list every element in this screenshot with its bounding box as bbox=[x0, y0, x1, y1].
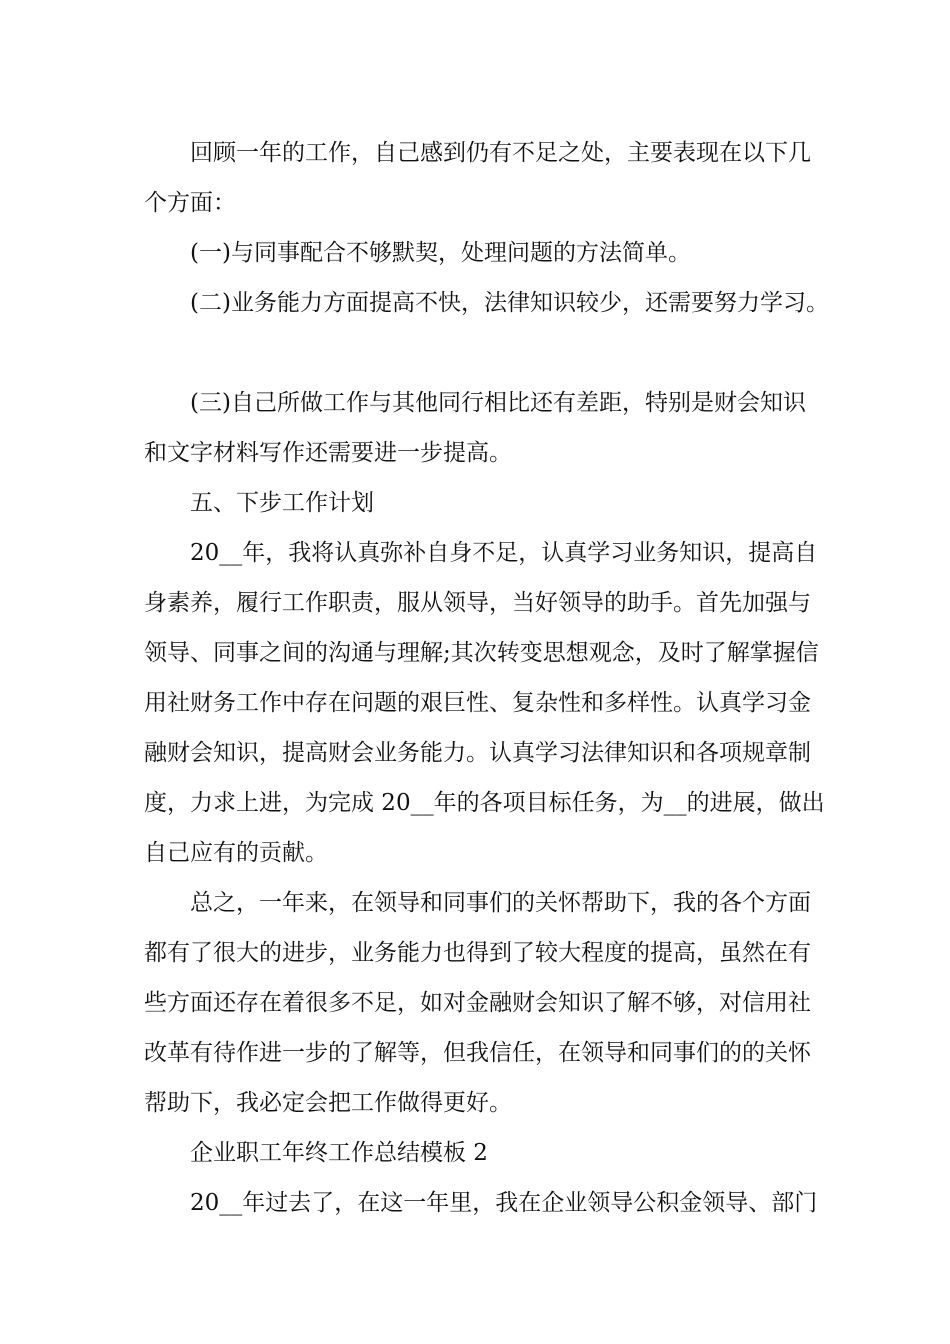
text-line: 身素养，履行工作职责，服从领导，当好领导的助手。首先加强与 bbox=[144, 590, 811, 616]
text-line: 企业职工年终工作总结模板 2 bbox=[190, 1140, 488, 1166]
text-line: 回顾一年的工作，自己感到仍有不足之处，主要表现在以下几 bbox=[190, 140, 811, 166]
text-line: 用社财务工作中存在问题的艰巨性、复杂性和多样性。认真学习金 bbox=[144, 690, 811, 716]
text-line: 度，力求上进，为完成 20__年的各项目标任务，为__的进展，做出 bbox=[144, 790, 825, 816]
text-line bbox=[144, 328, 819, 378]
text-line: (二)业务能力方面提高不快，法律知识较少，还需要努力学习。 bbox=[190, 290, 829, 316]
text-line: 领导、同事之间的沟通与理解;其次转变思想观念，及时了解掌握信 bbox=[144, 640, 819, 666]
text-line: (一)与同事配合不够默契，处理问题的方法简单。 bbox=[190, 240, 691, 266]
text-line: 20__年，我将认真弥补自身不足，认真学习业务知识，提高自 bbox=[190, 540, 818, 566]
text-line: 20__年过去了，在这一年里，我在企业领导公积金领导、部门 bbox=[190, 1190, 818, 1216]
text-line: (三)自己所做工作与其他同行相比还有差距，特别是财会知识 bbox=[190, 390, 806, 416]
text-line: 改革有待作进一步的了解等，但我信任，在领导和同事们的的关怀 bbox=[144, 1040, 811, 1066]
text-line: 些方面还存在着很多不足，如对金融财会知识了解不够，对信用社 bbox=[144, 990, 811, 1016]
text-line: 和文字材料写作还需要进一步提高。 bbox=[144, 440, 512, 466]
text-line: 融财会知识，提高财会业务能力。认真学习法律知识和各项规章制 bbox=[144, 740, 811, 766]
text-line: 个方面： bbox=[144, 190, 236, 216]
text-line: 五、下步工作计划 bbox=[190, 490, 374, 516]
text-line: 帮助下，我必定会把工作做得更好。 bbox=[144, 1090, 512, 1116]
text-line: 都有了很大的进步，业务能力也得到了较大程度的提高，虽然在有 bbox=[144, 940, 811, 966]
document-body bbox=[144, 128, 829, 1228]
text-line: 总之，一年来，在领导和同事们的关怀帮助下，我的各个方面 bbox=[190, 890, 811, 916]
text-line: 自己应有的贡献。 bbox=[144, 840, 328, 866]
